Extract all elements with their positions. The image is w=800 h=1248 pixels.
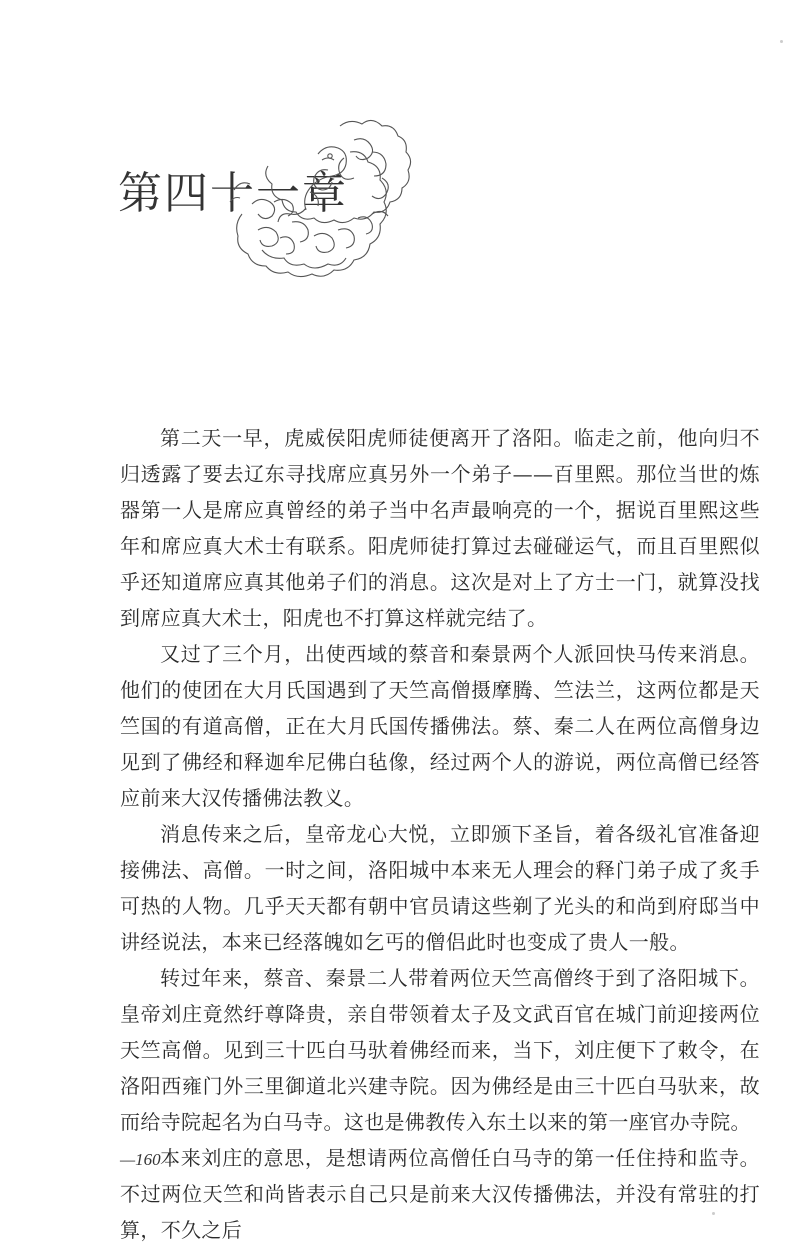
paragraph: 转过年来，蔡音、秦景二人带着两位天竺高僧终于到了洛阳城下。皇帝刘庄竟然纡尊降贵，亲自带领着太子及文武百官在城门前迎接两位天竺高僧。见到三十匹白马驮着佛经而来，当下，刘庄便下了敕令，在洛阳西雍门外三里御道北兴建寺院。因为佛经是由三十匹白马驮来，故而给寺院起名为白马寺。这也是佛教传入东土以来的第一座官办寺院。 bbox=[120, 966, 760, 1134]
cloud-dragon-ornament-icon bbox=[222, 118, 438, 278]
page-number: —160 bbox=[120, 1150, 161, 1169]
paragraph: 第二天一早，虎威侯阳虎师徒便离开了洛阳。临走之前，他向归不归透露了要去辽东寻找席应真另外一个弟子——百里熙。那位当世的炼器第一人是席应真曾经的弟子当中名声最响亮的一个，据说百里熙这些年和席应真大术士有联系。阳虎师徒打算过去碰碰运气，而且百里熙似乎还知道席应真其他弟子们的消息。这次是对上了方士一门，就算没找到席应真大术士，阳虎也不打算这样就完结了。 bbox=[120, 426, 760, 630]
paragraph: 消息传来之后，皇帝龙心大悦，立即颁下圣旨，着各级礼官准备迎接佛法、高僧。一时之间，洛阳城中本来无人理会的释门弟子成了炙手可热的人物。几乎天天都有朝中官员请这些剃了光头的和尚到府邸当中讲经说法，本来已经落魄如乞丐的僧侣此时也变成了贵人一般。 bbox=[120, 822, 760, 954]
paragraph: 本来刘庄的意思，是想请两位高僧任白马寺的第一任住持和监寺。不过两位天竺和尚皆表示自己只是前来大汉传播佛法，并没有常驻的打算，不久之后 bbox=[120, 1146, 760, 1242]
chapter-body bbox=[120, 420, 760, 1248]
scan-speck bbox=[780, 40, 783, 43]
scan-speck bbox=[712, 1212, 715, 1215]
chapter-title: 第四十一章 bbox=[118, 168, 348, 220]
paragraph: 又过了三个月，出使西域的蔡音和秦景两个人派回快马传来消息。他们的使团在大月氏国遇到了天竺高僧摄摩腾、竺法兰，这两位都是天竺国的有道高僧，正在大月氏国传播佛法。蔡、秦二人在两位高僧身边见到了佛经和释迦牟尼佛白毡像，经过两个人的游说，两位高僧已经答应前来大汉传播佛法教义。 bbox=[120, 642, 760, 810]
